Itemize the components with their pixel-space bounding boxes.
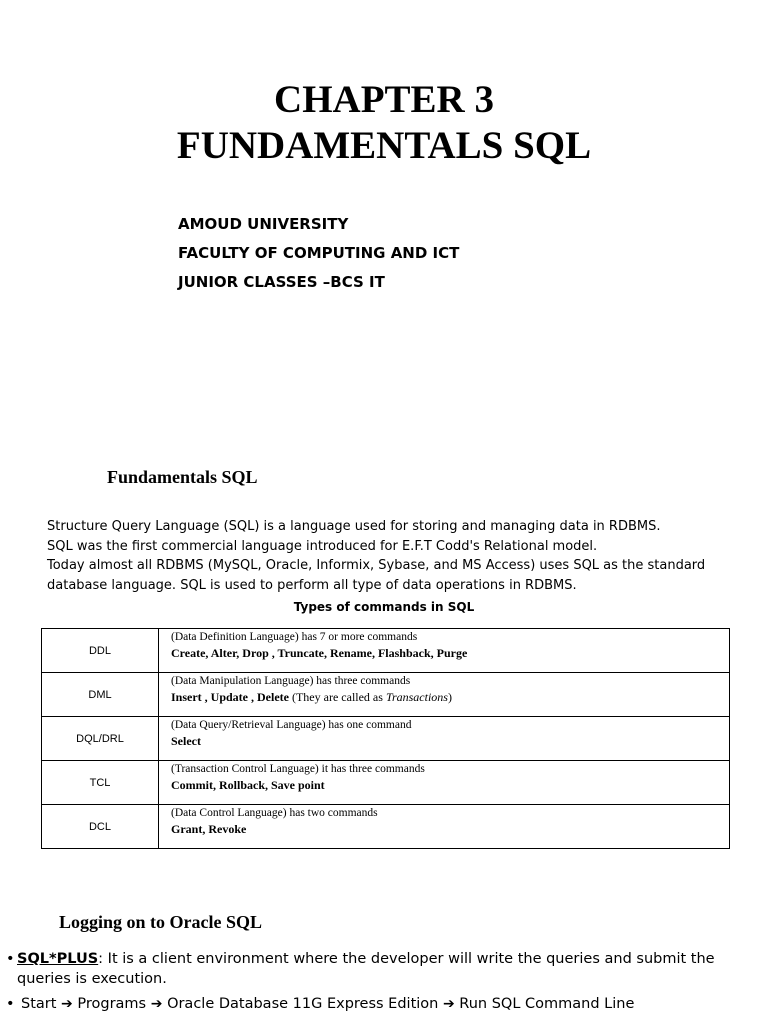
university-name: AMOUD UNIVERSITY xyxy=(178,215,349,233)
sqlplus-description: : It is a client environment where the developer will write the queries and submit the queries is execution. xyxy=(17,951,715,987)
sql-commands-table xyxy=(41,628,730,849)
sqlplus-label: SQL*PLUS xyxy=(17,951,99,967)
table-row xyxy=(42,717,730,761)
command-type: DML xyxy=(42,673,159,717)
bullet-text xyxy=(6,994,726,1014)
intro-line: Structure Query Language (SQL) is a language used for storing and managing data in RDBMS. xyxy=(47,519,661,534)
command-description-cell xyxy=(159,717,730,761)
command-list-row xyxy=(171,689,729,706)
table-row xyxy=(42,673,730,717)
command-description-cell xyxy=(159,629,730,673)
command-description: (Data Control Language) has two commands xyxy=(171,807,378,819)
bullet-icon: • xyxy=(6,996,15,1012)
command-description-cell xyxy=(159,673,730,717)
faculty-name: FACULTY OF COMPUTING AND ICT xyxy=(178,244,460,262)
table-caption: Types of commands in SQL xyxy=(293,600,475,614)
bullet-text xyxy=(6,949,726,989)
table-row xyxy=(42,761,730,805)
command-note-end: ) xyxy=(447,690,452,704)
command-list: Select xyxy=(171,734,201,748)
arrow-right-icon: ➔ xyxy=(150,996,163,1012)
bullet-icon: • xyxy=(6,951,15,967)
command-description: (Data Definition Language) has 7 or more commands xyxy=(171,631,418,643)
chapter-subtitle: FUNDAMENTALS SQL xyxy=(176,124,592,167)
path-step: Run SQL Command Line xyxy=(459,996,635,1012)
path-step: Programs xyxy=(77,996,147,1012)
command-list: Create, Alter, Drop , Truncate, Rename, Flashback, Purge xyxy=(171,646,468,660)
section-heading-fundamentals: Fundamentals SQL xyxy=(107,467,258,487)
command-list: Insert , Update , Delete xyxy=(171,690,289,704)
command-description-cell xyxy=(159,761,730,805)
command-type: DDL xyxy=(42,629,159,673)
path-step: Start xyxy=(21,996,57,1012)
class-name: JUNIOR CLASSES –BCS IT xyxy=(178,273,385,291)
bullet-sqlplus xyxy=(6,949,726,989)
bullet-start-path xyxy=(6,994,726,1014)
command-description: (Transaction Control Language) it has three commands xyxy=(171,763,425,775)
command-note-italic: Transactions xyxy=(385,690,448,704)
command-list: Commit, Rollback, Save point xyxy=(171,778,325,792)
command-description-cell xyxy=(159,805,730,849)
arrow-right-icon: ➔ xyxy=(442,996,455,1012)
section-heading-logging: Logging on to Oracle SQL xyxy=(59,912,263,932)
table-row xyxy=(42,629,730,673)
command-note: (They are called as xyxy=(288,690,386,704)
intro-line: database language. SQL is used to perform all type of data operations in RDBMS. xyxy=(47,577,577,593)
arrow-right-icon: ➔ xyxy=(61,996,73,1012)
command-description: (Data Manipulation Language) has three commands xyxy=(171,675,411,687)
chapter-title: CHAPTER 3 xyxy=(274,78,494,121)
command-description: (Data Query/Retrieval Language) has one command xyxy=(171,719,412,731)
intro-line: SQL was the first commercial language introduced for E.F.T Codd's Relational model. xyxy=(47,538,598,554)
command-type: DQL/DRL xyxy=(42,717,159,761)
command-type: TCL xyxy=(42,761,159,805)
table-row xyxy=(42,805,730,849)
intro-paragraph xyxy=(47,517,747,595)
command-list: Grant, Revoke xyxy=(171,822,247,836)
command-type: DCL xyxy=(42,805,159,849)
path-step: Oracle Database 11G Express Edition xyxy=(167,996,439,1012)
intro-line: Today almost all RDBMS (MySQL, Oracle, Informix, Sybase, and MS Access) uses SQL as the standard xyxy=(47,558,706,573)
